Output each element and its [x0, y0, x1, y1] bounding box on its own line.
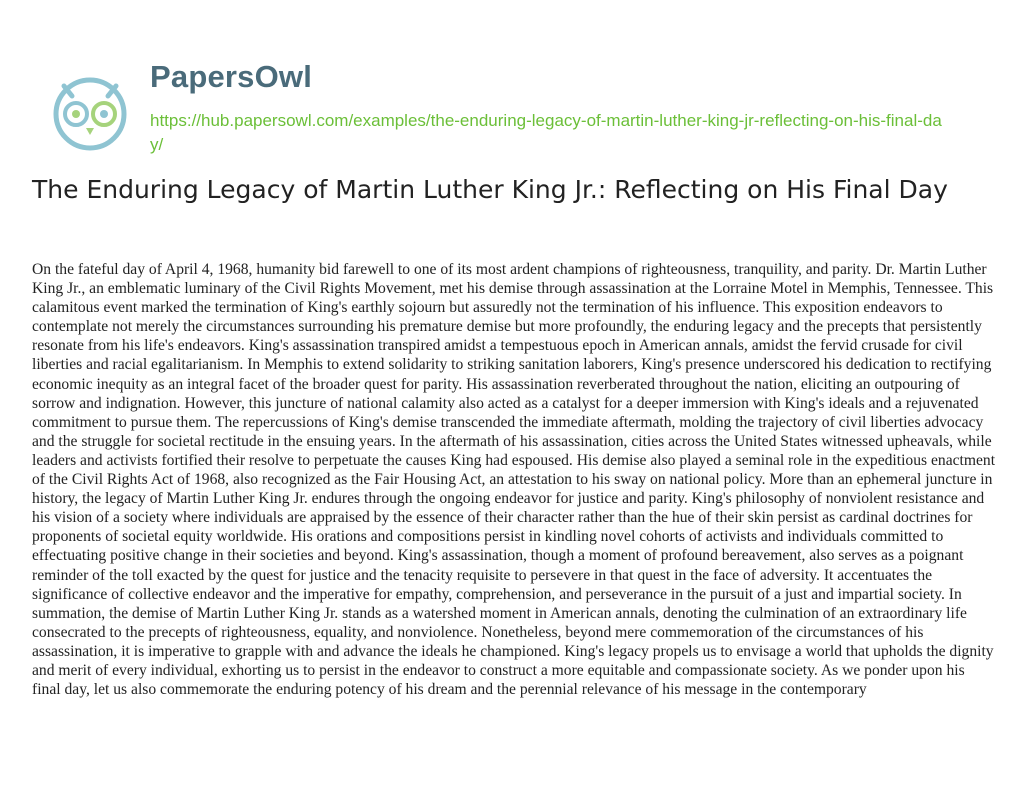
article-title: The Enduring Legacy of Martin Luther King Jr.: Reflecting on His Final Day: [32, 175, 948, 204]
owl-eyes-logo-icon[interactable]: [44, 64, 136, 156]
brand-name[interactable]: PapersOwl: [150, 59, 313, 94]
site-header: [44, 42, 984, 162]
article-body: On the fateful day of April 4, 1968, humanity bid farewell to one of its most ardent champions of righteousness, tranquility, and parity. Dr. Martin Luther King Jr., an emblematic luminary of the Civil Rights Movement, met his demise through assassination at the Lorraine Motel in Memphis, Tennessee. This calamitous event marked the termination of King's earthly sojourn but assuredly not the termination of his influence. This exposition endeavors to contemplate not merely the circumstances surrounding his premature demise but more profoundly, the enduring legacy and the precepts that persistently resonate from his life's endeavors. King's assassination transpired amidst a tempestuous epoch in American annals, amidst the fervid crusade for civil liberties and racial egalitarianism. In Memphis to extend solidarity to striking sanitation laborers, King's presence underscored his dedication to rectifying economic inequity as an integral facet of the broader quest for parity. His assassination reverberated throughout the nation, eliciting an outpouring of sorrow and indignation. However, this juncture of national calamity also acted as a catalyst for a deeper immersion with King's ideals and a rejuvenated commitment to pursue them. The repercussions of King's demise transcended the immediate aftermath, molding the trajectory of civil liberties advocacy and the struggle for societal rectitude in the ensuing years. In the aftermath of his assassination, cities across the United States witnessed upheavals, while leaders and activists fortified their resolve to perpetuate the causes King had espoused. His demise also played a seminal role in the expeditious enactment of the Civil Rights Act of 1968, also recognized as the Fair Housing Act, an attestation to his sway on national policy. More than an ephemeral juncture in history, the legacy of Martin Luther King Jr. endures through the ongoing endeavor for justice and parity. King's philosophy of nonviolent resistance and his vision of a society where individuals are appraised by the essence of their character rather than the hue of their skin persist as cardinal doctrines for proponents of societal equity worldwide. His orations and compositions persist in kindling novel cohorts of activists and individuals committed to effectuating positive change in their societies and beyond. King's assassination, though a moment of profound bereavement, also serves as a poignant reminder of the toll exacted by the quest for justice and the tenacity requisite to persevere in that quest in the face of adversity. It accentuates the significance of collective endeavor and the imperative for empathy, comprehension, and perseverance in the pursuit of a just and impartial society. In summation, the demise of Martin Luther King Jr. stands as a watershed moment in American annals, denoting the culmination of an extraordinary life consecrated to the precepts of righteousness, equality, and nonviolence. Nonetheless, beyond mere commemoration of the circumstances of his assassination, it is imperative to grapple with and advance the ideals he championed. King's legacy propels us to envisage a world that upholds the dignity and merit of every individual, exhorting us to persist in the endeavor to construct a more equitable and compassionate society. As we ponder upon his final day, let us also commemorate the enduring potency of his dream and the perennial relevance of his message in the contemporary: [32, 261, 996, 699]
source-url-link[interactable]: https://hub.papersowl.com/examples/the-enduring-legacy-of-martin-luther-king-jr-reflecting-on-his-final-day/: [150, 111, 942, 154]
logo-pupil-right: [100, 110, 108, 118]
logo-beak: [86, 128, 94, 135]
logo-pupil-left: [72, 110, 80, 118]
